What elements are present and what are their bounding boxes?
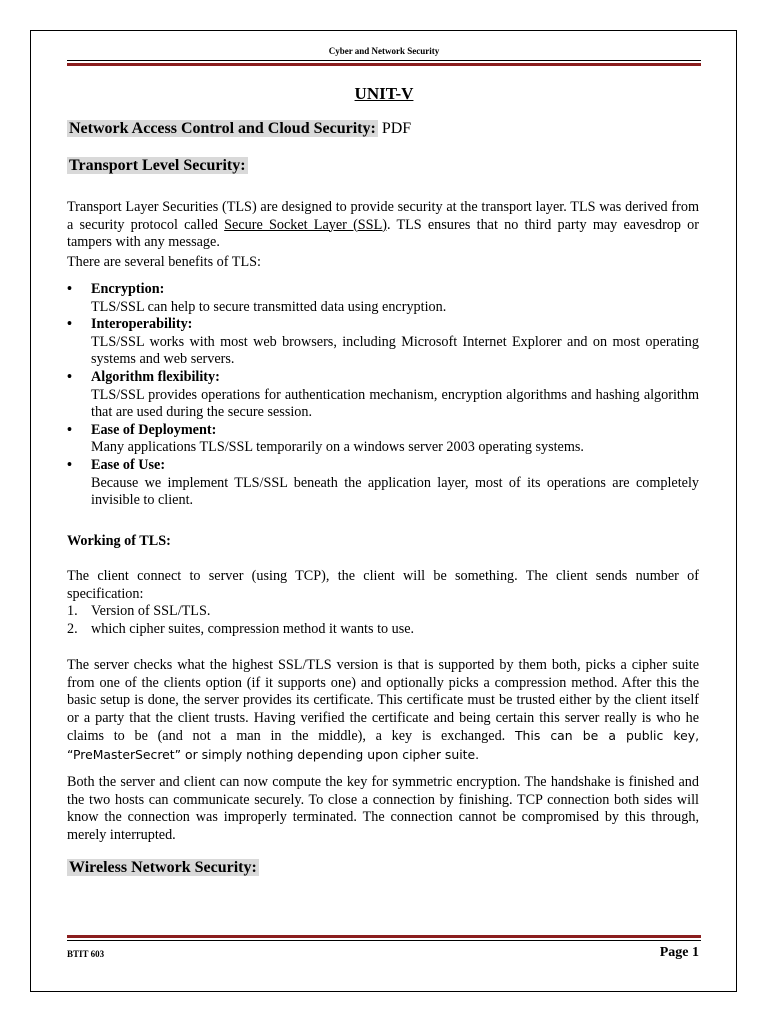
- nac-heading-suffix: PDF: [381, 120, 412, 137]
- header-rule-thick: [67, 63, 701, 66]
- benefit-item: [67, 316, 699, 369]
- course-code: BTIT 603: [67, 949, 105, 959]
- benefit-item: [67, 422, 699, 457]
- handshake-paragraph: Both the server and client can now compute the key for symmetric encryption. The handshake is finished and the two hosts can communicate securely. To close a connection by finishing. TCP connection both sides will know the connection was improperly terminated. The connection cannot be compromised by this through, merely interrupted.: [67, 774, 699, 843]
- benefits-line: There are several benefits of TLS:: [67, 254, 261, 270]
- working-intro: The client connect to server (using TCP), the client will be something. The client sends number of specification:: [67, 568, 699, 602]
- nac-heading: [67, 120, 411, 138]
- unit-title: UNIT-V: [354, 84, 414, 103]
- benefit-desc: TLS/SSL works with most web browsers, including Microsoft Internet Explorer and on most operating systems and web servers.: [91, 333, 699, 368]
- intro-text-2: . TLS ensures that no third party may eavesdrop or tampers with any message.: [67, 216, 699, 251]
- step-text: Version of SSL/TLS.: [91, 603, 211, 619]
- footer-rule-thick: [67, 935, 701, 938]
- working-steps: [67, 603, 699, 638]
- tls-heading-label: Transport Level Security:: [69, 157, 246, 174]
- benefit-term: • Algorithm flexibility:: [91, 368, 220, 385]
- wireless-heading: [67, 859, 259, 877]
- header-rule-thin: [67, 60, 701, 61]
- server-paragraph-main: The server checks what the highest SSL/TLS version is that is supported by them both, picks a cipher suite from one of the clients option (if it supports one) and optionally picks a compression method. After this the basic setup is done, the server provides its certificate. This certificate must be trusted either by the client itself or a party that the client trusts. Having verified the certificate and being certain this server really is who he claims to be (and not a man in the middle), a key is exchanged.: [67, 657, 699, 745]
- footer-rule-thin: [67, 940, 701, 941]
- step-text: which cipher suites, compression method it wants to use.: [91, 620, 415, 637]
- running-header: Cyber and Network Security: [328, 46, 440, 56]
- ssl-reference: Secure Socket Layer (SSL): [224, 216, 387, 233]
- intro-text-1: Transport Layer Securities (TLS) are designed to provide security at the transport layer. TLS was derived from a security protocol called: [67, 199, 699, 233]
- working-step: [67, 603, 699, 621]
- nac-heading-label: Network Access Control and Cloud Security:: [69, 120, 376, 137]
- benefit-item: [67, 369, 699, 422]
- benefits-list: [67, 281, 699, 510]
- wireless-heading-label: Wireless Network Security:: [69, 859, 257, 876]
- benefit-desc: TLS/SSL can help to secure transmitted data using encryption.: [91, 298, 447, 315]
- benefit-term: • Interoperability:: [91, 316, 193, 333]
- intro-paragraph: [67, 199, 699, 252]
- benefit-term: • Ease of Deployment:: [91, 421, 217, 438]
- step-number: 1.: [67, 603, 78, 619]
- page-number: Page 1: [659, 945, 699, 960]
- benefit-desc: TLS/SSL provides operations for authentication mechanism, encryption algorithms and hashing algorithm that are used during the secure session.: [91, 386, 699, 421]
- benefit-item: [67, 457, 699, 510]
- tls-heading: [67, 157, 248, 175]
- benefit-desc: Because we implement TLS/SSL beneath the application layer, most of its operations are completely invisible to client.: [91, 474, 699, 509]
- benefit-term: • Ease of Use:: [91, 456, 166, 473]
- server-paragraph-tail: This can be a public key, “PreMasterSecret” or simply nothing depending upon cipher suite.: [67, 728, 700, 762]
- working-step: [67, 621, 699, 639]
- benefit-item: [67, 281, 699, 316]
- server-paragraph: [67, 657, 699, 765]
- step-number: 2.: [67, 620, 78, 637]
- benefit-term: • Encryption:: [91, 281, 165, 297]
- benefit-desc: Many applications TLS/SSL temporarily on a windows server 2003 operating systems.: [91, 439, 584, 456]
- working-heading: Working of TLS:: [67, 533, 171, 549]
